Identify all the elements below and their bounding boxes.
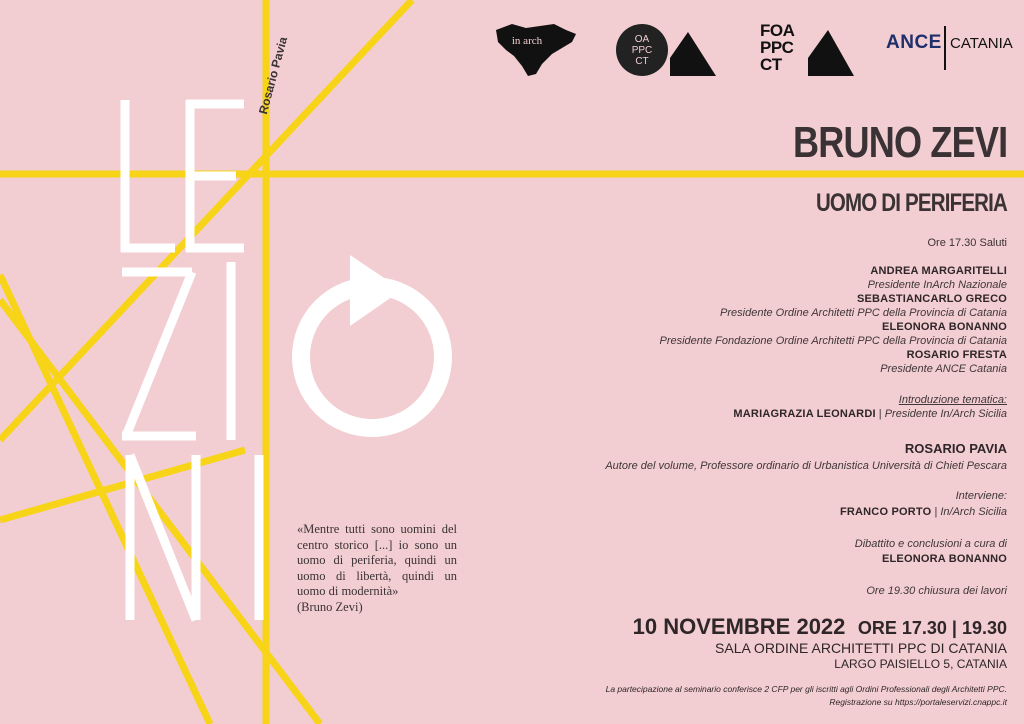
partner-logos [490,20,1013,82]
speaker-role: Presidente Ordine Architetti PPC della Provincia di Catania [720,307,1007,319]
ance-city-text: CATANIA [950,35,1013,52]
interviene-role: In/Arch Sicilia [940,506,1007,518]
event-title: BRUNO ZEVI [792,118,1007,167]
credits-note: La partecipazione al seminario conferisce 2 CFP per gli iscritti agli Ordini Professionali degli Architetti PPC. [605,684,1007,694]
diagonal-yellow-line-1 [0,0,412,440]
lezioni-letters [121,100,259,620]
speaker-name: ELEONORA BONANNO [881,321,1007,333]
sicily-map-icon [492,20,578,78]
diagonal-yellow-line-4 [0,275,210,724]
letter-n [130,455,196,620]
oappc-logo [616,24,716,78]
series-author: Rosario Pavia [256,35,291,116]
interviene-label: Interviene: [955,490,1007,502]
foappc-logo [760,22,860,78]
inarch-logo [492,20,578,78]
circular-arrow-icon [301,255,443,428]
foappc-text: FOA PPC CT [760,21,795,74]
event-hours: ORE 17.30 | 19.30 [857,618,1007,638]
intro-separator: | [878,408,882,420]
ance-divider [944,26,946,70]
registration-note: Registrazione su https://portaleservizi.cnappc.it [829,697,1007,707]
greetings-time: Ore 17.30 Saluti [927,237,1007,249]
closing-time: Ore 19.30 chiusura dei lavori [866,585,1007,597]
triangle-logo-icon [808,28,854,76]
debate-name: ELEONORA BONANNO [881,553,1007,565]
intro-role: Presidente In/Arch Sicilia [884,408,1007,420]
event-venue: SALA ORDINE ARCHITETTI PPC DI CATANIA [715,640,1007,656]
speaker-name: SEBASTIANCARLO GRECO [856,293,1007,305]
debate-label: Dibattito e conclusioni a cura di [854,538,1007,550]
speaker-role: Presidente ANCE Catania [880,363,1007,375]
speaker-role: Presidente Fondazione Ordine Architetti PPC della Provincia di Catania [659,335,1007,347]
inarch-logo-text: in arch [511,35,543,47]
speakers-list [660,264,1008,376]
ance-logo-text: ANCE [886,32,942,53]
oappc-text: OA PPC CT [631,34,653,67]
quote-block [297,522,457,615]
event-date: 10 NOVEMBRE 2022 [632,614,846,639]
intro-name: MARIAGRAZIA LEONARDI [733,408,876,420]
date-line [633,614,1007,640]
event-subtitle: UOMO DI PERIFERIA [815,189,1007,217]
ance-logo [886,26,1016,70]
event-address: LARGO PAISIELLO 5, CATANIA [834,657,1007,671]
interviene-name: FRANCO PORTO [839,506,932,518]
main-speaker-name: ROSARIO PAVIA [904,441,1007,456]
speaker-name: ANDREA MARGARITELLI [870,265,1007,277]
quote-attribution: (Bruno Zevi) [297,599,363,614]
quote-text: «Mentre tutti sono uomini del centro storico [...] io sono un uomo di periferia, quindi un uomo di libertà, quindi un uomo di modernità» [297,522,457,598]
speaker-name: ROSARIO FRESTA [906,349,1007,361]
intro-label: Introduzione tematica: [898,394,1007,406]
diagonal-yellow-line-2 [0,300,320,724]
main-speaker-role: Autore del volume, Professore ordinario di Urbanistica Università di Chieti Pescara [605,460,1007,472]
intro-line [733,408,1007,420]
interviene-separator: | [934,506,938,518]
speaker-role: Presidente InArch Nazionale [867,279,1007,291]
interviene-line [840,506,1007,518]
triangle-logo-icon [670,30,716,76]
